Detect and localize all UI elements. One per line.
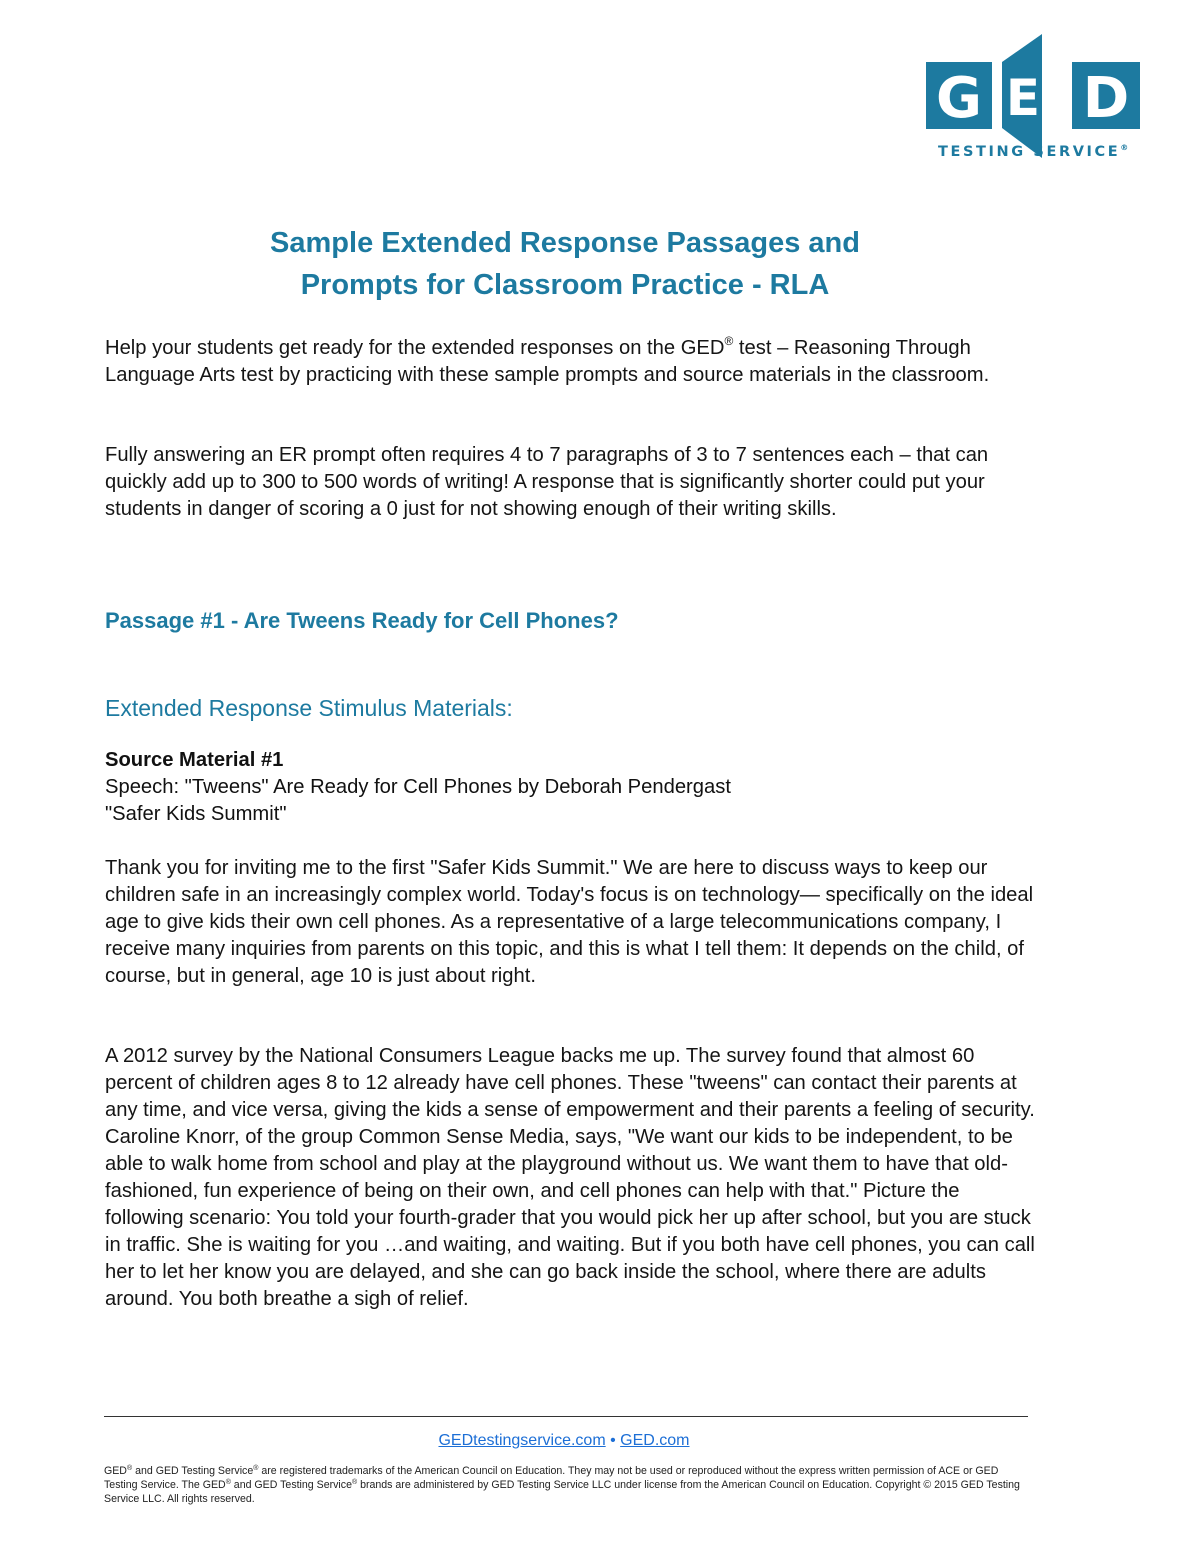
registered-mark: ®	[225, 1479, 231, 1486]
registered-mark: ®	[724, 334, 734, 348]
ged-com-link[interactable]: GED.com	[620, 1432, 690, 1449]
legal-text: GED	[104, 1465, 127, 1477]
source-block	[105, 747, 1040, 828]
legal-text: brands are administered by GED Testing Service LLC under license from the American Council on Education. Copyright © 2015 GED Testing Service LLC. All rights reserved.	[104, 1479, 1020, 1505]
intro-text: Help your students get ready for the extended responses on the GED	[105, 337, 725, 359]
page-title-line1: Sample Extended Response Passages and	[270, 227, 860, 259]
ged-logo	[926, 30, 1146, 165]
source-title: Source Material #1	[105, 749, 284, 771]
legal-text: are registered trademarks of the American Council on Education. They may not be used or reproduced without the express written permission of ACE or GED Testing Service. The GED	[104, 1465, 999, 1491]
registered-mark: ®	[126, 1465, 133, 1472]
logo-tagline: TESTING SERVICE®	[938, 143, 1129, 160]
logo-letter-g: G	[936, 66, 982, 131]
intro-paragraph-2: Fully answering an ER prompt often requires 4 to 7 paragraphs of 3 to 7 sentences each – that can quickly add up to 300 to 500 words of writing! A response that is significantly shorter could put your students in danger of scoring a 0 just for not showing enough of their writing skills.	[105, 444, 989, 520]
speech-paragraph-2: A 2012 survey by the National Consumers League backs me up. The survey found that almost 60 percent of children ages 8 to 12 already have cell phones. These "tweens" can contact their parents at any time, and vice versa, giving the kids a sense of empowerment and their parents a feeling of security. Caroline Knorr, of the group Common Sense Media, says, "We want our kids to be independent, to be able to walk home from school and play at the playground without us. We want them to have that old-fashioned, fun experience of being on their own, and cell phones can help with that." Picture the following scenario: You told your fourth-grader that you would pick her up after school, but you are stuck in traffic. She is waiting for you …and waiting, and waiting. But if you both have cell phones, you can call her to let her know you are delayed, and she can go back inside the school, where there are adults around. You both breathe a sigh of relief.	[105, 1045, 1035, 1310]
footer-divider	[104, 1416, 1028, 1417]
logo-letter-e: E	[1005, 69, 1041, 127]
intro-paragraph-1	[105, 335, 1040, 389]
footer-legal-notice	[104, 1464, 1029, 1506]
registered-mark: ®	[253, 1465, 259, 1472]
page-title	[105, 222, 1025, 306]
logo-letter-d: D	[1082, 66, 1130, 131]
registered-mark: ®	[351, 1479, 358, 1486]
ged-logo-graphic	[926, 30, 1146, 165]
legal-text: and GED Testing Service	[132, 1465, 254, 1477]
source-event-line: "Safer Kids Summit"	[105, 803, 287, 825]
stimulus-heading: Extended Response Stimulus Materials:	[105, 695, 513, 721]
legal-text: and GED Testing Service	[230, 1479, 352, 1491]
gedtestingservice-link[interactable]: GEDtestingservice.com	[438, 1432, 606, 1449]
source-speech-line: Speech: "Tweens" Are Ready for Cell Phones by Deborah Pendergast	[105, 776, 731, 798]
page-title-line2: Prompts for Classroom Practice - RLA	[300, 269, 830, 301]
intro-text-cont: test – Reasoning Through Language Arts test by practicing with these sample prompts and source materials in the classroom.	[105, 337, 990, 386]
footer-links	[104, 1430, 1024, 1452]
passage-heading: Passage #1 - Are Tweens Ready for Cell Phones?	[105, 608, 619, 633]
footer-separator: •	[605, 1432, 621, 1449]
speech-paragraph-1: Thank you for inviting me to the first "Safer Kids Summit." We are here to discuss ways to keep our children safe in an increasingly complex world. Today's focus is on technology— specifically on the ideal age to give kids their own cell phones. As a representative of a large telecommunications company, I receive many inquiries from parents on this topic, and this is what I tell them: It depends on the child, of course, but in general, age 10 is just about right.	[105, 857, 1034, 987]
